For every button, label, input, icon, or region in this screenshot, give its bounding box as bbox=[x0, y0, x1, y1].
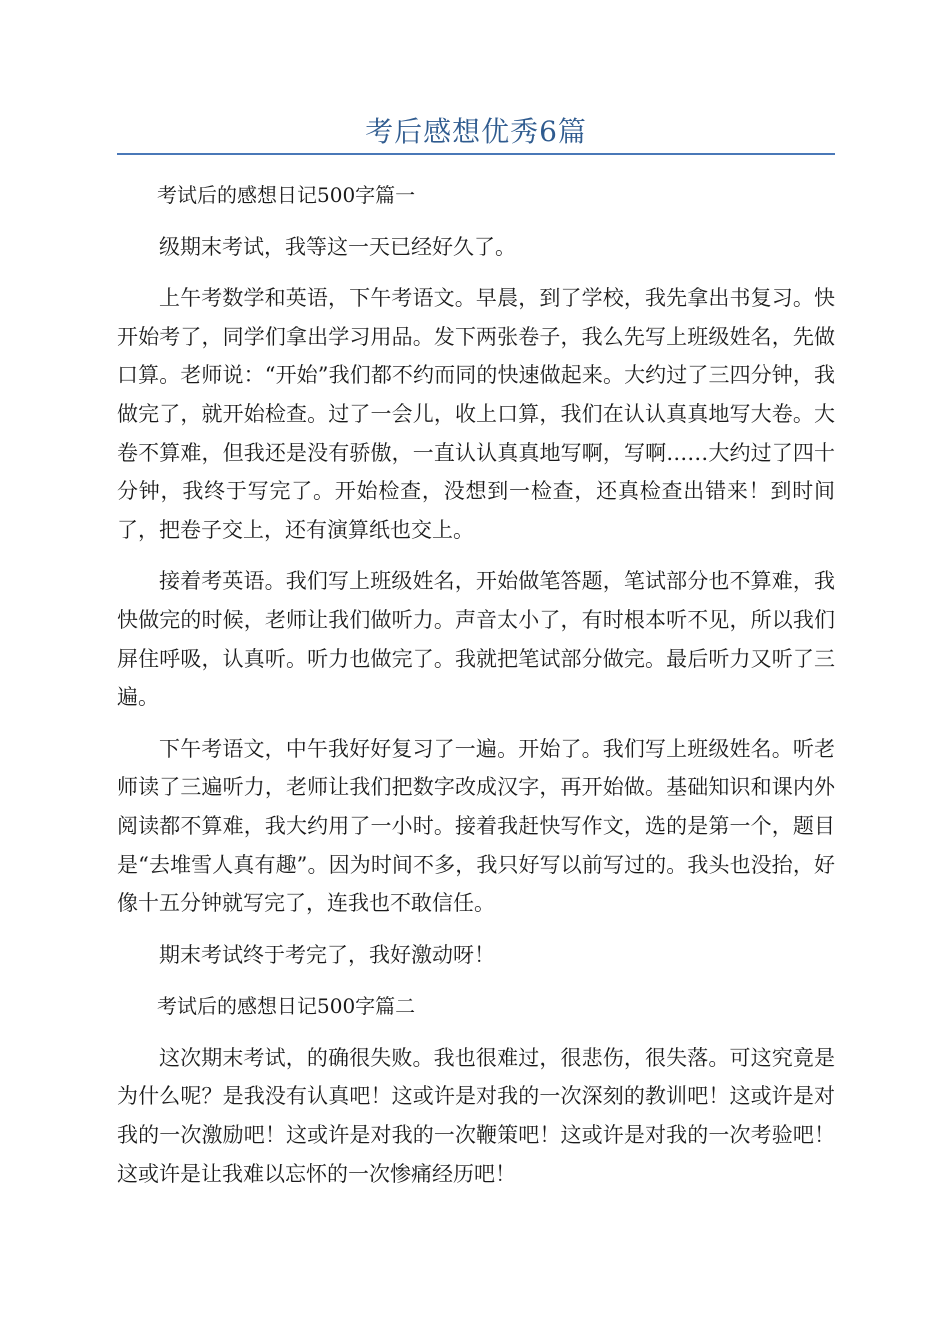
section-heading-1: 考试后的感想日记500字篇一 bbox=[157, 183, 416, 207]
paragraph: 接着考英语。我们写上班级姓名，开始做笔答题，笔试部分也不算难，我快做完的时候，老师让我们做听力。声音太小了，有时根本听不见，所以我们屏住呼吸，认真听。听力也做完了。我就把笔试部分做完。最后听力又听了三遍。 bbox=[117, 569, 835, 710]
section-heading-2: 考试后的感想日记500字篇二 bbox=[157, 994, 416, 1019]
paragraph: 上午考数学和英语，下午考语文。早晨，到了学校，我先拿出书复习。快开始考了，同学们拿出学习用品。发下两张卷子，我么先写上班级姓名，先做口算。老师说：“开始”我们都不约而同的快速做起来。大约过了三四分钟，我做完了，就开始检查。过了一会儿，收上口算，我们在认认真真地写大卷。大卷不算难，但我还是没有骄傲，一直认认真真地写啊，写啊……大约过了四十分钟，我终于写完了。开始检查，没想到一检查，还真检查出错来！到时间了，把卷子交上，还有演算纸也交上。 bbox=[117, 286, 835, 542]
document-title: 考后感想优秀6篇 bbox=[365, 115, 587, 148]
paragraph: 级期末考试，我等这一天已经好久了。 bbox=[159, 234, 516, 259]
paragraph: 期末考试终于考完了，我好激动呀！ bbox=[159, 942, 495, 967]
paragraph: 下午考语文，中午我好好复习了一遍。开始了。我们写上班级姓名。听老师读了三遍听力，老师让我们把数字改成汉字，再开始做。基础知识和课内外阅读都不算难，我大约用了一小时。接着我赶快写作文，选的是第一个，题目是“去堆雪人真有趣”。因为时间不多，我只好写以前写过的。我头也没抬，好像十五分钟就写完了，连我也不敢信任。 bbox=[117, 736, 835, 916]
document-body bbox=[117, 176, 835, 1206]
title-underline bbox=[117, 153, 835, 155]
paragraph: 这次期末考试，的确很失败。我也很难过，很悲伤，很失落。可这究竟是为什么呢？是我没有认真吧！这或许是对我的一次深刻的教训吧！这或许是对我的一次激励吧！这或许是对我的一次鞭策吧！这或许是对我的一次考验吧！这或许是让我难以忘怀的一次惨痛经历吧！ bbox=[117, 1045, 835, 1186]
